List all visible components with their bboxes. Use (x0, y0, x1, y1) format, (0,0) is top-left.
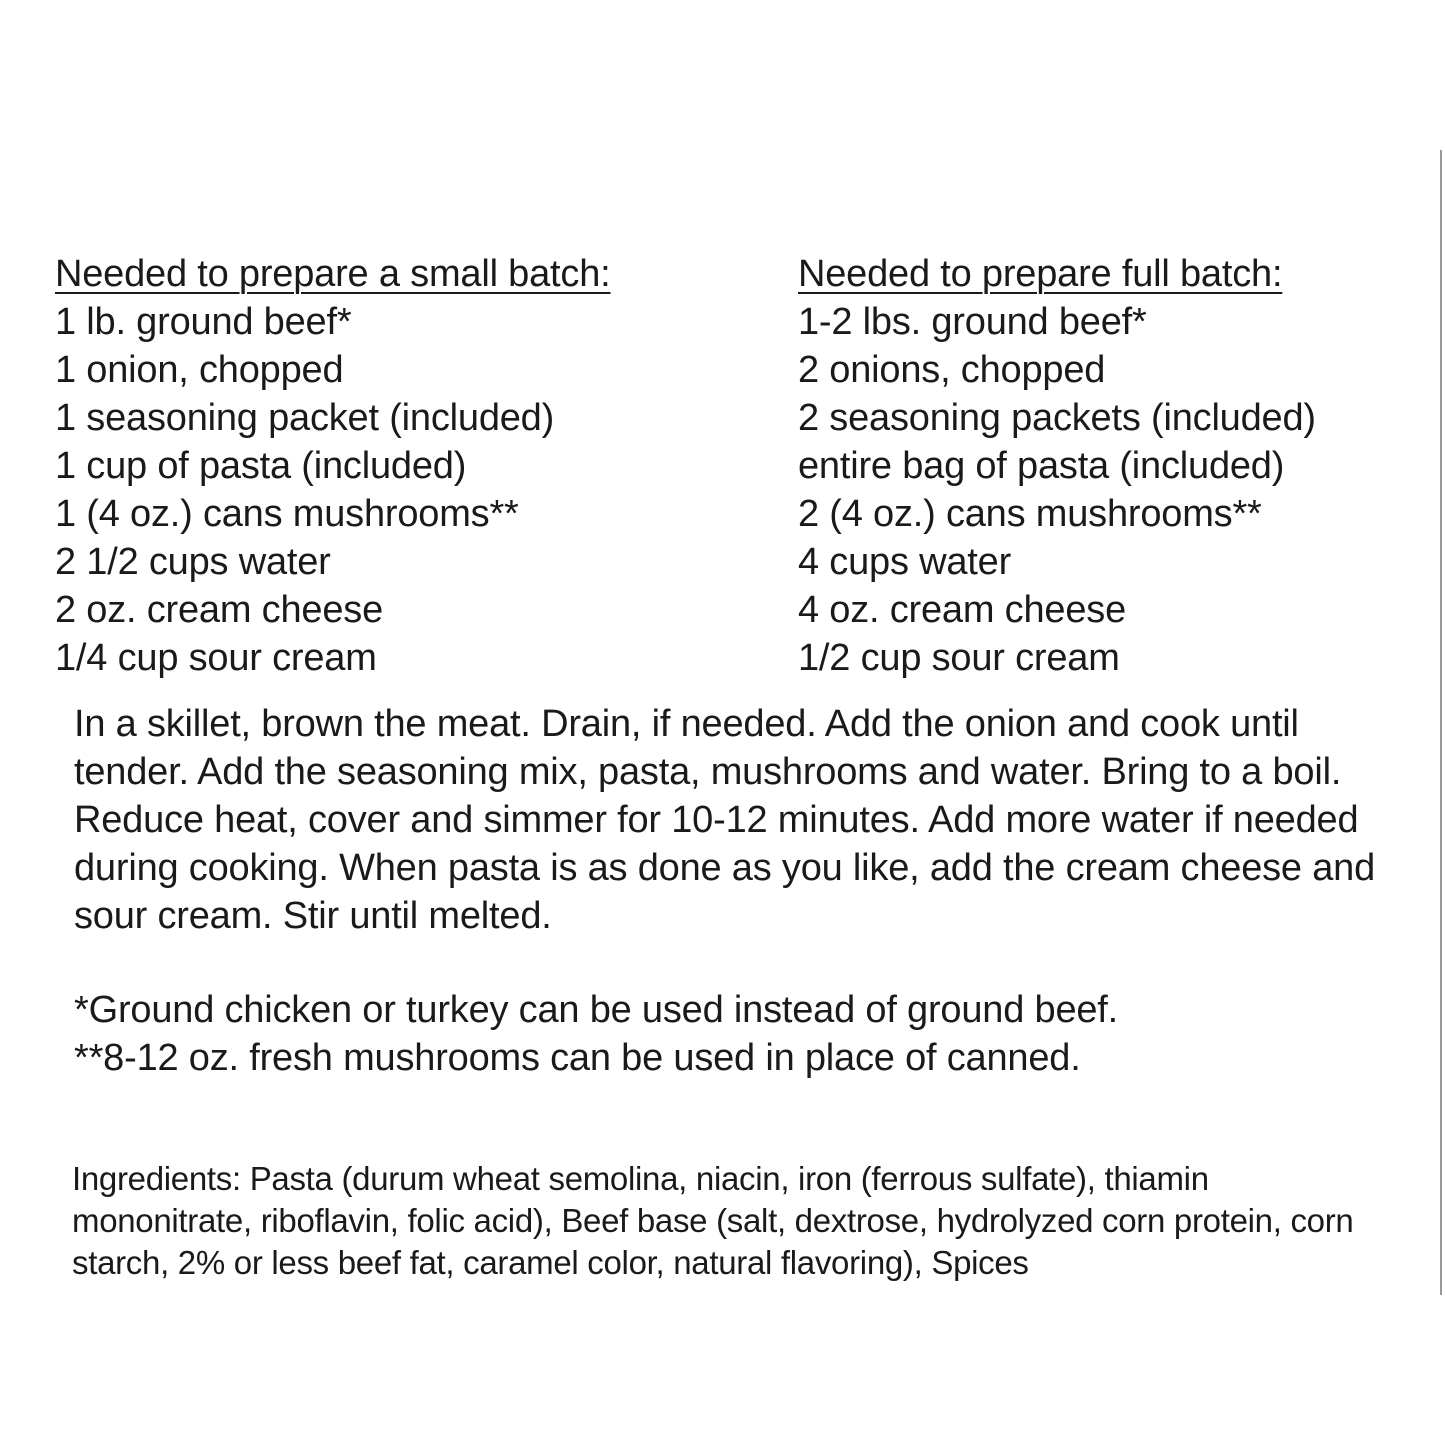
small-batch-item: 1 lb. ground beef* (55, 301, 352, 343)
small-batch-item: 2 1/2 cups water (55, 541, 331, 583)
small-batch-item: 1 onion, chopped (55, 349, 344, 391)
small-batch-list (55, 298, 755, 682)
substitution-notes (74, 986, 1394, 1082)
full-batch-list (798, 298, 1418, 682)
card-edge-line (1440, 150, 1442, 1295)
full-batch-column (798, 250, 1418, 682)
small-batch-item: 1 cup of pasta (included) (55, 445, 467, 487)
full-batch-item: entire bag of pasta (included) (798, 445, 1285, 487)
note-mushrooms: **8-12 oz. fresh mushrooms can be used in place of canned. (74, 1037, 1081, 1079)
small-batch-item: 1/4 cup sour cream (55, 637, 377, 679)
small-batch-item: 1 seasoning packet (included) (55, 397, 555, 439)
full-batch-item: 1/2 cup sour cream (798, 637, 1120, 679)
small-batch-item: 2 oz. cream cheese (55, 589, 384, 631)
cooking-instructions: In a skillet, brown the meat. Drain, if needed. Add the onion and cook until tender. Add the seasoning mix, pasta, mushrooms and water. Bring to a boil. Reduce heat, cover and simmer for 10-12 minutes. Add more water if needed during cooking. When pasta is as done as you like, add the cream cheese and sour cream. Stir until melted. (74, 703, 1376, 937)
full-batch-heading: Needed to prepare full batch: (798, 253, 1283, 295)
note-ground-meat: *Ground chicken or turkey can be used instead of ground beef. (74, 989, 1119, 1031)
ingredients-list: Ingredients: Pasta (durum wheat semolina, niacin, iron (ferrous sulfate), thiamin mononitrate, riboflavin, folic acid), Beef base (salt, dextrose, hydrolyzed corn protein, corn starch, 2% or less beef fat, caramel color, natural flavoring), Spices (72, 1160, 1354, 1281)
full-batch-item: 2 seasoning packets (included) (798, 397, 1316, 439)
full-batch-item: 4 oz. cream cheese (798, 589, 1127, 631)
full-batch-item: 4 cups water (798, 541, 1012, 583)
small-batch-item: 1 (4 oz.) cans mushrooms** (55, 493, 519, 535)
small-batch-heading: Needed to prepare a small batch: (55, 253, 611, 295)
full-batch-item: 1-2 lbs. ground beef* (798, 301, 1147, 343)
small-batch-column (55, 250, 755, 682)
full-batch-item: 2 onions, chopped (798, 349, 1106, 391)
full-batch-item: 2 (4 oz.) cans mushrooms** (798, 493, 1262, 535)
